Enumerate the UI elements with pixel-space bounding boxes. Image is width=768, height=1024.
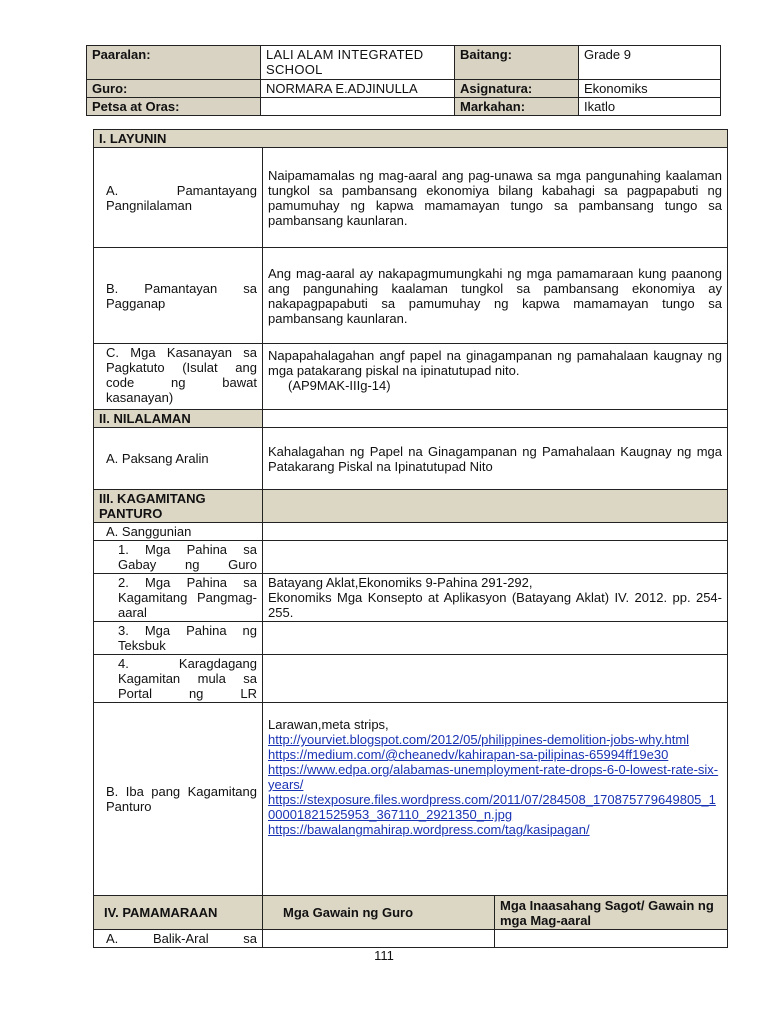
guro-value: NORMARA E.ADJINULLA — [261, 80, 455, 98]
iba-pang-kagamitan-intro: Larawan,meta strips, — [268, 717, 389, 732]
resource-link-1[interactable]: http://yourviet.blogspot.com/2012/05/philippines-demolition-jobs-why.html — [268, 732, 690, 747]
pamamaraan-heading: IV. PAMAMARAAN — [94, 896, 263, 930]
sanggunian-item-1-label: 1. Mga Pahina sa Gabay ng Guro — [94, 541, 263, 574]
layunin-c-cell — [263, 344, 728, 410]
petsa-value — [261, 98, 455, 116]
pamamaraan-row-a-magaaral — [495, 930, 728, 948]
layunin-c-label: C. Mga Kasanayan sa Pagkatuto (Isulat ang code ng bawat kasanayan) — [94, 344, 263, 410]
baitang-label: Baitang: — [455, 46, 579, 80]
kagamitan-heading-blank — [263, 490, 728, 523]
sanggunian-item-3-value — [263, 622, 728, 655]
item-2-line-2: Ekonomiks Mga Konsepto at Aplikasyon (Batayang Aklat) IV. 2012. pp. 254-255. — [268, 590, 722, 620]
pamamaraan-col-guro: Mga Gawain ng Guro — [263, 896, 495, 930]
resource-link-3[interactable]: https://www.edpa.org/alabamas-unemployment-rate-drops-6-0-lowest-rate-six-years/ — [268, 762, 719, 792]
layunin-c-code: (AP9MAK-IIIg-14) — [288, 378, 391, 393]
resource-link-4[interactable]: https://stexposure.files.wordpress.com/2011/07/284508_170875779649805_100001821525953_367110_2921350_n.jpg — [268, 792, 716, 822]
sanggunian-item-2-label: 2. Mga Pahina sa Kagamitang Pangmag-aaral — [94, 574, 263, 622]
nilalaman-heading-blank — [263, 410, 728, 428]
item-2-line-1: Batayang Aklat,Ekonomiks 9-Pahina 291-292, — [268, 575, 533, 590]
layunin-heading: I. LAYUNIN — [94, 130, 728, 148]
nilalaman-a-label: A. Paksang Aralin — [94, 428, 263, 490]
asignatura-label: Asignatura: — [455, 80, 579, 98]
layunin-c-text: Napapahalagahan angf papel na ginagampanan ng pamahalaan kaugnay ng mga patakarang piskal na ipinatutupad nito. — [268, 348, 722, 378]
sanggunian-item-1-value — [263, 541, 728, 574]
layunin-a-text: Naipamamalas ng mag-aaral ang pag-unawa sa mga pangunahing kaalaman tungkol sa pambansang ekonomiya bilang kabahagi sa pagpapabuti ng pamumuhay ng kapwa mamamayan tungo sa pambansang tungo sa pambansang kaunlaran. — [263, 148, 728, 248]
pamamaraan-col-magaaral: Mga Inaasahang Sagot/ Gawain ng mga Mag-aaral — [495, 896, 728, 930]
layunin-b-text: Ang mag-aaral ay nakapagmumungkahi ng mga pamamaraan kung paanong ang pangunahing kaalaman tungkol sa pambansang ekonomiya ay nakapagpapabuti sa pamumuhay ng kapwa mamamayan tungo sa pambansang kaunlaran. — [263, 248, 728, 344]
sanggunian-item-2-value — [263, 574, 728, 622]
paaralan-value: LALI ALAM INTEGRATED SCHOOL — [261, 46, 455, 80]
page-number: 111 — [374, 948, 394, 963]
sanggunian-label: A. Sanggunian — [94, 523, 263, 541]
petsa-label: Petsa at Oras: — [87, 98, 261, 116]
sanggunian-item-4-label: 4. Karagdagang Kagamitan mula sa Portal ng LR — [94, 655, 263, 703]
resource-link-5[interactable]: https://bawalangmahirap.wordpress.com/tag/kasipagan/ — [268, 822, 590, 837]
guro-label: Guro: — [87, 80, 261, 98]
baitang-value: Grade 9 — [579, 46, 721, 80]
sanggunian-value — [263, 523, 728, 541]
layunin-a-label: A. Pamantayang Pangnilalaman — [94, 148, 263, 248]
markahan-label: Markahan: — [455, 98, 579, 116]
kagamitan-heading: III. KAGAMITANG PANTURO — [94, 490, 263, 523]
resource-link-2[interactable]: https://medium.com/@cheanedv/kahirapan-sa-pilipinas-65994ff19e30 — [268, 747, 669, 762]
header-table — [86, 45, 721, 116]
iba-pang-kagamitan-label: B. Iba pang Kagamitang Panturo — [94, 703, 263, 896]
nilalaman-a-text: Kahalagahan ng Papel na Ginagampanan ng Pamahalaan Kaugnay ng mga Patakarang Piskal na Ipinatutupad Nito — [263, 428, 728, 490]
iba-pang-kagamitan-value — [263, 703, 728, 896]
layunin-b-label: B. Pamantayan sa Pagganap — [94, 248, 263, 344]
pamamaraan-row-a-label: A. Balik-Aral sa — [94, 930, 263, 948]
pamamaraan-row-a-guro — [263, 930, 495, 948]
asignatura-value: Ekonomiks — [579, 80, 721, 98]
lesson-plan-table — [93, 129, 728, 948]
nilalaman-heading: II. NILALAMAN — [94, 410, 263, 428]
sanggunian-item-4-value — [263, 655, 728, 703]
paaralan-label: Paaralan: — [87, 46, 261, 80]
sanggunian-item-3-label: 3. Mga Pahina ng Teksbuk — [94, 622, 263, 655]
markahan-value: Ikatlo — [579, 98, 721, 116]
